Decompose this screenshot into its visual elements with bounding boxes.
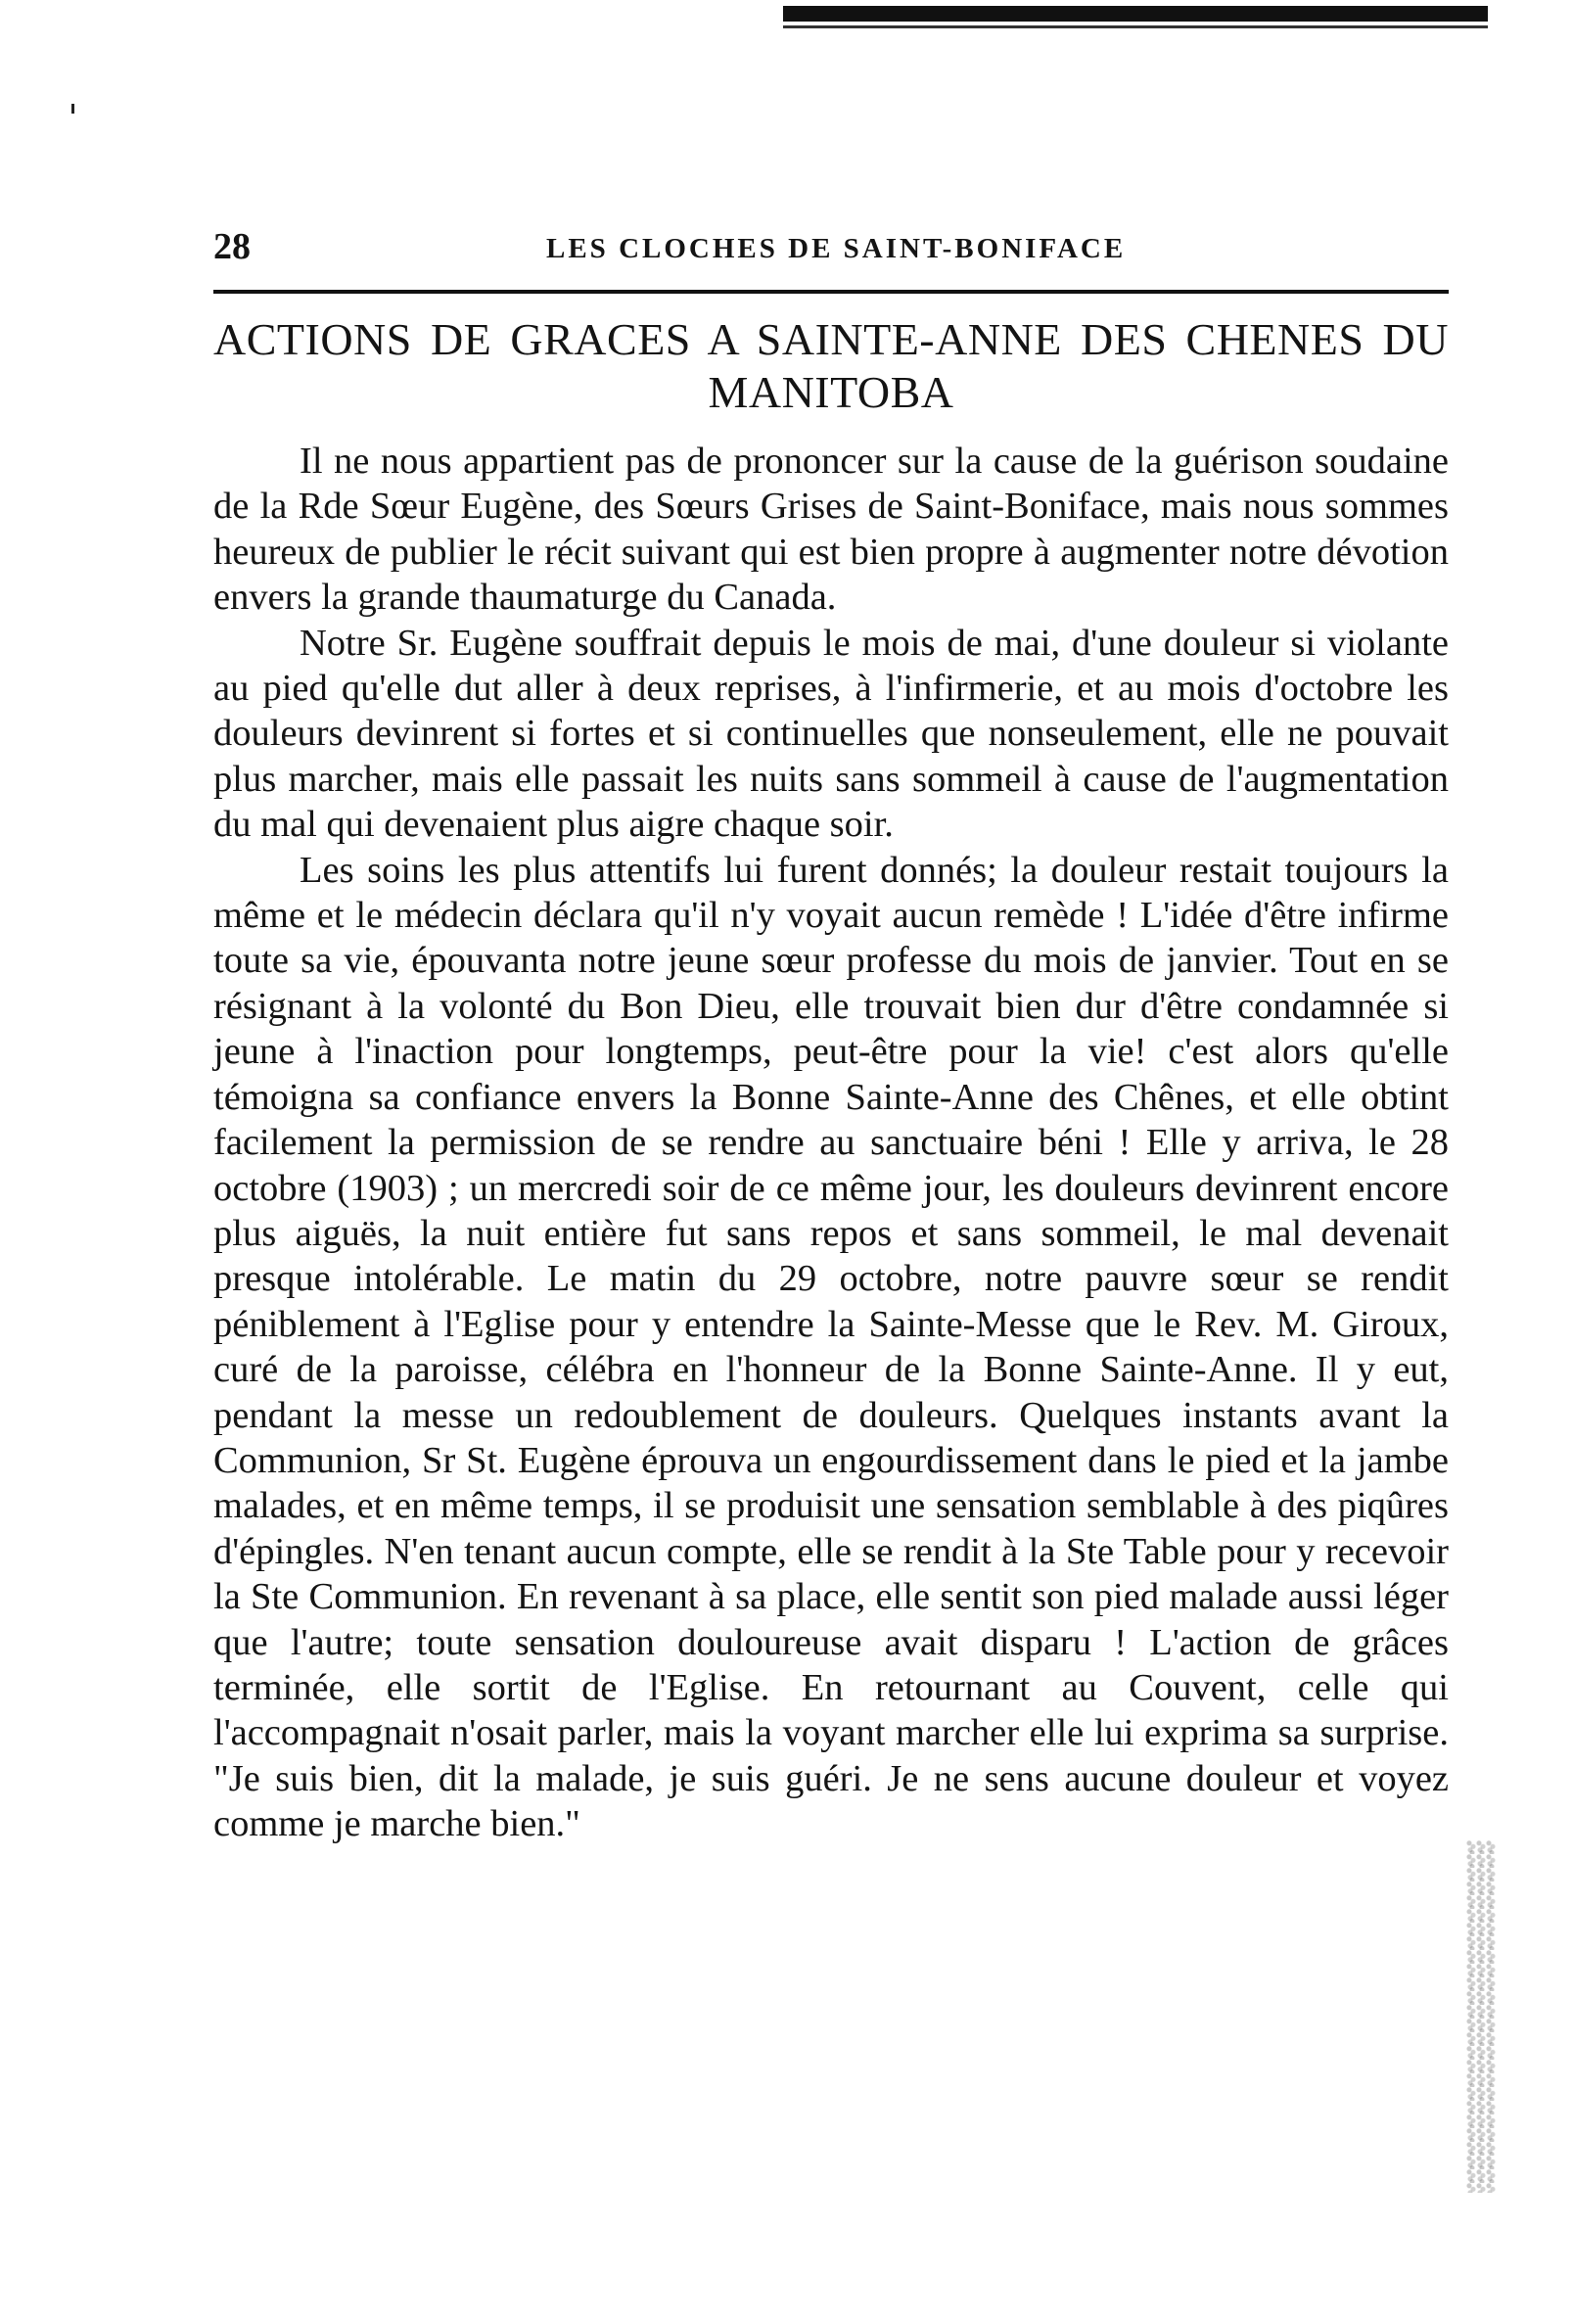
page-number: 28 — [213, 226, 251, 267]
article-body — [213, 439, 1449, 1847]
paragraph-1: Il ne nous appartient pas de prononcer sur la cause de la guérison soudaine de la Rde Sœur Eugène, des Sœurs Grises de Saint-Boniface, mais nous sommes heureux de publier le récit suivant qui est bien propre à augmenter notre dévotion envers la grande thaumaturge du Canada. — [213, 441, 1449, 619]
scan-speck — [71, 104, 74, 114]
header-rule — [213, 290, 1449, 294]
scan-edge-noise — [1466, 1840, 1496, 2193]
paragraph-3: Les soins les plus attentifs lui furent donnés; la douleur restait toujours la même et le médecin déclara qu'il n'y voyait aucun remède ! L'idée d'être infirme toute sa vie, épouvanta notre jeune sœur professe du mois de janvier. Tout en se résignant à la volonté du Bon Dieu, elle trouvait bien dur d'être condamnée si jeune à l'inaction pour longtemps, peut-être pour la vie! c'est alors qu'elle témoigna sa confiance envers la Bonne Sainte-Anne des Chênes, et elle obtint facilement la permission de se rendre au sanctuaire béni ! Elle y arriva, le 28 octobre (1903) ; un mercredi soir de ce même jour, les douleurs devinrent encore plus aiguës, la nuit entière fut sans repos et sans sommeil, le mal devenait presque intolérable. Le matin du 29 octobre, notre pauvre sœur se rendit péniblement à l'Eglise pour y entendre la Sainte-Messe que le Rev. M. Giroux, curé de la paroisse, célébra en l'honneur de la Bonne Sainte-Anne. Il y eut, pendant la messe un redoublement de douleurs. Quelques instants avant la Communion, Sr St. Eugène éprouva un engourdissement dans le pied et la jambe malades, et en même temps, il se produisit une sensation semblable à des piqûres d'épingles. N'en tenant aucun compte, elle se rendit à la Ste Table pour y recevoir la Ste Communion. En revenant à sa place, elle sentit son pied malade aussi léger que l'autre; toute sensation douloureuse avait disparu ! L'action de grâces terminée, elle sortit de l'Eglise. En retournant au Couvent, celle qui l'accompagnait n'osait parler, mais la voyant marcher elle lui exprima sa surprise. "Je suis bien, dit la malade, je suis guéri. Je ne sens aucune douleur et voyez comme je marche bien." — [213, 849, 1449, 1845]
article-title-line-2: MANITOBA — [708, 367, 954, 417]
paragraph-2: Notre Sr. Eugène souffrait depuis le mois de mai, d'une douleur si violante au pied qu'elle dut aller à deux reprises, à l'infirmerie, et au mois d'octobre les douleurs devinrent si fortes et si continuelles que nonseulement, elle ne pouvait plus marcher, mais elle passait les nuits sans sommeil à cause de l'augmentation du mal qui devenaient plus aigre chaque soir. — [213, 622, 1449, 846]
top-scan-rule — [783, 6, 1488, 22]
article-title-line-1: ACTIONS DE GRACES A SAINTE-ANNE DES CHENES DU — [213, 314, 1449, 364]
page — [213, 225, 1449, 1847]
running-head — [213, 225, 1449, 274]
running-title: LES CLOCHES DE SAINT-BONIFACE — [546, 233, 1127, 264]
article-title — [213, 313, 1449, 419]
top-scan-rule-thin — [783, 25, 1488, 28]
